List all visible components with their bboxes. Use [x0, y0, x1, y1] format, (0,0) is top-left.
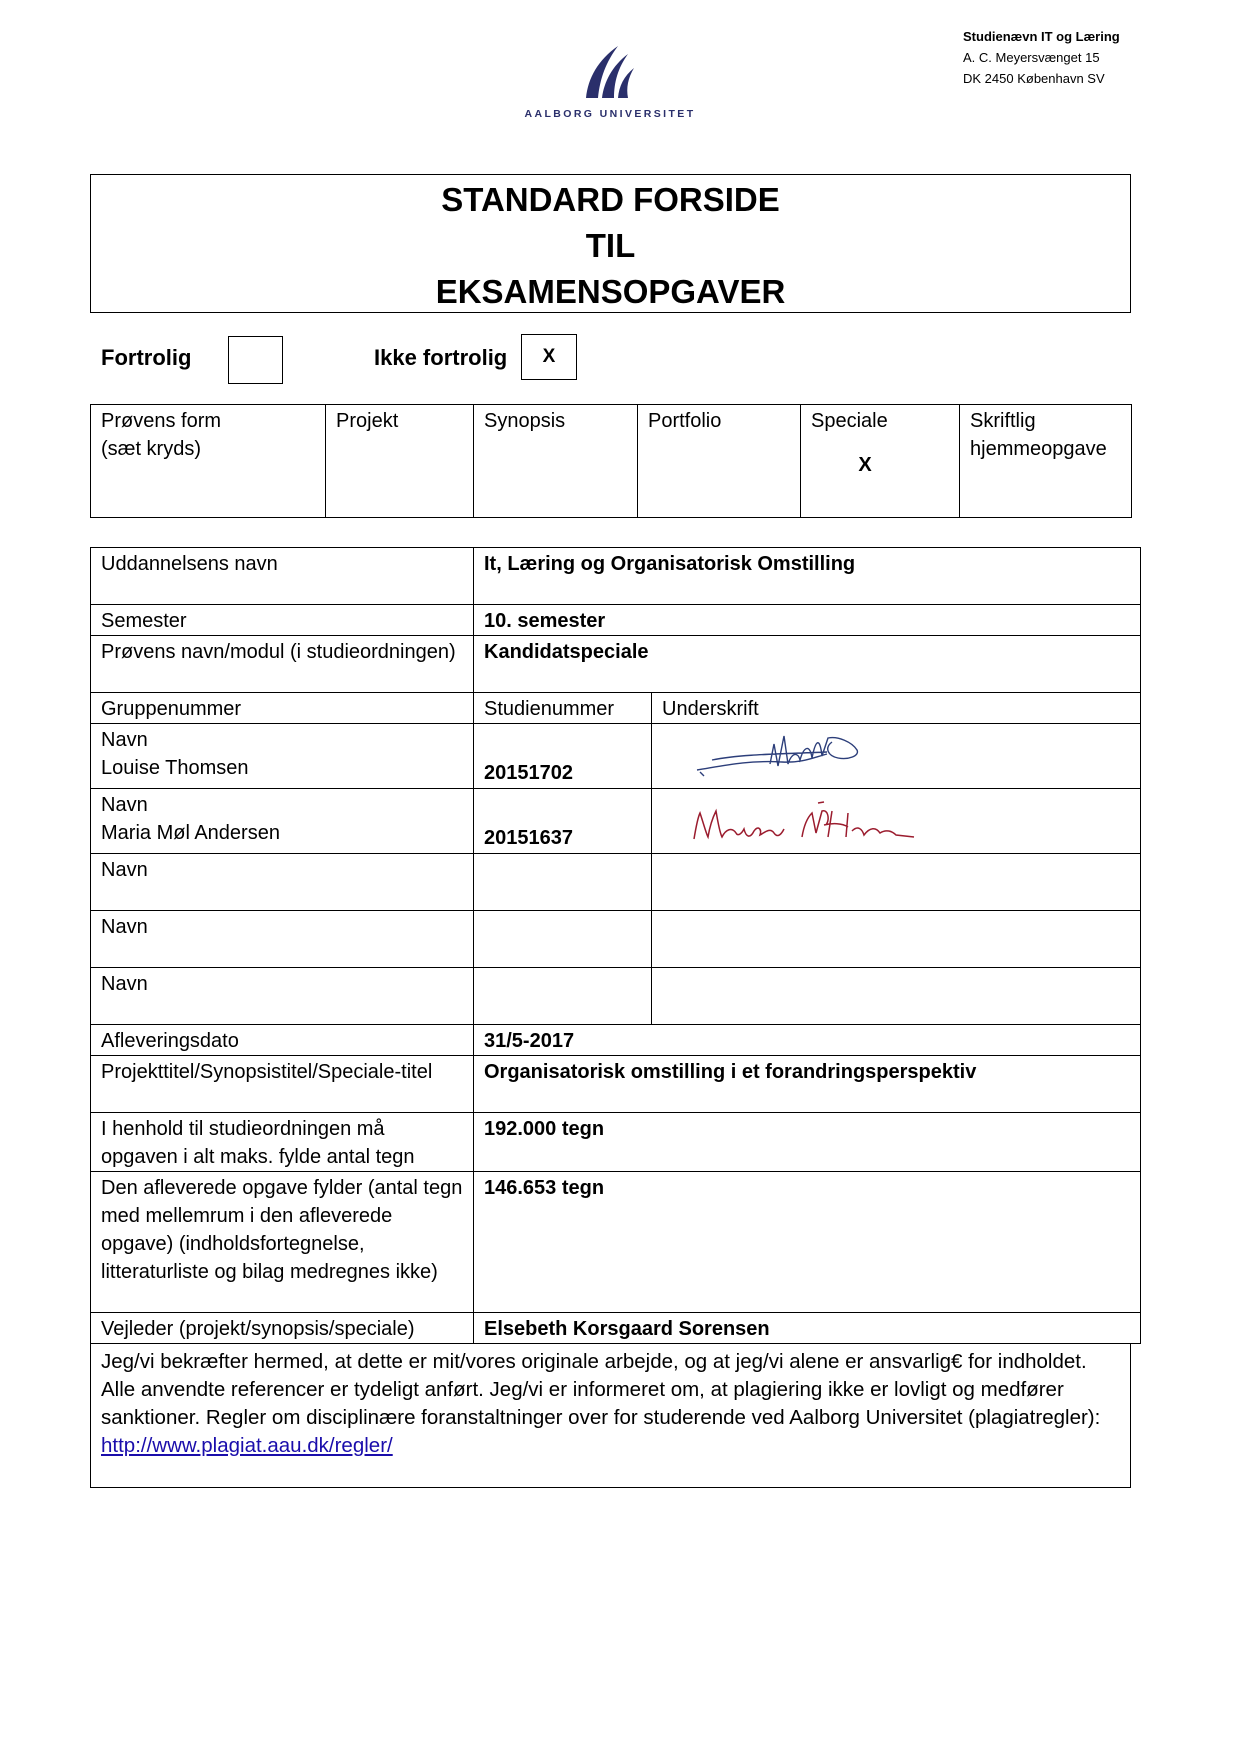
address-line-2: A. C. Meyersvænget 15 — [963, 50, 1100, 65]
exam-form-label-cell — [91, 405, 326, 518]
name-label: Navn — [91, 911, 474, 968]
empty-cell — [474, 911, 652, 968]
module-label: Prøvens navn/modul (i studieordningen) — [91, 636, 474, 693]
exam-form-option-skriftlig[interactable] — [960, 405, 1132, 518]
education-value: It, Læring og Organisatorisk Omstilling — [474, 548, 1141, 605]
table-row — [91, 1113, 1141, 1172]
table-row — [91, 911, 1141, 968]
not-confidential-label: Ikke fortrolig — [374, 345, 508, 370]
name-label: Navn — [91, 968, 474, 1025]
table-row — [91, 693, 1141, 724]
university-logo — [520, 42, 700, 132]
table-row — [91, 1056, 1141, 1113]
project-title-label: Projekttitel/Synopsistitel/Speciale-titel — [91, 1056, 474, 1113]
student-name: Louise Thomsen — [101, 757, 249, 779]
signature-cell — [652, 789, 1141, 854]
table-row — [91, 605, 1141, 636]
project-title-value: Organisatorisk omstilling i et forandringsperspektiv — [474, 1056, 1141, 1113]
logo-emblem-icon — [584, 42, 636, 100]
address-line-1: Studienævn IT og Læring — [963, 29, 1120, 44]
actual-characters-label: Den afleverede opgave fylder (antal tegn med mellemrum i den afleverede opgave) (indholdsfortegnelse, litteraturliste og bilag medregnes ikke) — [91, 1172, 474, 1313]
supervisor-value: Elsebeth Korsgaard Sorensen — [474, 1313, 1141, 1344]
student-number-header: Studienummer — [474, 693, 652, 724]
declaration-box — [90, 1344, 1131, 1488]
name-label: Navn — [101, 729, 148, 751]
exam-form-option-projekt[interactable] — [326, 405, 474, 518]
option-label: Portfolio — [648, 410, 722, 432]
signature-louise — [652, 724, 912, 780]
table-row — [91, 724, 1141, 789]
semester-label: Semester — [91, 605, 474, 636]
title-line-1: STANDARD FORSIDE — [441, 181, 780, 218]
title-box — [90, 174, 1131, 313]
declaration-text: Jeg/vi bekræfter hermed, at dette er mit/vores originale arbejde, og at jeg/vi alene er ansvarlig€ for indholdet. Alle anvendte referencer er tydeligt anført. Jeg/vi er informeret om, at plagiering ikke er lovligt og medfører sanktioner. Regler om disciplinære foranstaltninger over for studerende ved Aalborg Universitet (plagiatregler): — [101, 1350, 1101, 1429]
exam-form-option-speciale[interactable] — [801, 405, 960, 518]
signature-cell — [652, 724, 1141, 789]
student-number: 20151637 — [474, 789, 652, 854]
option-label: Projekt — [336, 410, 399, 432]
education-label: Uddannelsens navn — [91, 548, 474, 605]
exam-form-option-synopsis[interactable] — [474, 405, 638, 518]
max-characters-value: 192.000 tegn — [474, 1113, 1141, 1172]
not-confidential-checkbox[interactable]: X — [521, 334, 577, 380]
option-mark: X — [858, 454, 872, 476]
exam-form-option-portfolio[interactable] — [638, 405, 801, 518]
table-row — [91, 636, 1141, 693]
plagiarism-rules-link[interactable]: http://www.plagiat.aau.dk/regler/ — [101, 1434, 393, 1457]
empty-cell — [652, 911, 1141, 968]
option-label: Speciale — [811, 410, 888, 432]
title-line-3: EKSAMENSOPGAVER — [435, 273, 786, 310]
semester-value: 10. semester — [474, 605, 1141, 636]
exam-form-table — [90, 404, 1132, 518]
supervisor-label: Vejleder (projekt/synopsis/speciale) — [91, 1313, 474, 1344]
group-number-label: Gruppenummer — [91, 693, 474, 724]
address-block — [963, 26, 1120, 89]
option-label: Synopsis — [484, 410, 566, 432]
signature-maria — [652, 789, 942, 845]
table-row — [91, 854, 1141, 911]
empty-cell — [652, 854, 1141, 911]
date-label: Afleveringsdato — [91, 1025, 474, 1056]
exam-form-label: Prøvens form — [101, 410, 222, 432]
student-number: 20151702 — [474, 724, 652, 789]
actual-characters-value: 146.653 tegn — [474, 1172, 1141, 1313]
empty-cell — [474, 968, 652, 1025]
signature-header: Underskrift — [652, 693, 1141, 724]
confidential-checkbox[interactable] — [228, 336, 283, 384]
table-row — [91, 548, 1141, 605]
exam-form-hint: (sæt kryds) — [101, 438, 201, 460]
table-row — [91, 1025, 1141, 1056]
date-value: 31/5-2017 — [474, 1025, 1141, 1056]
option-label: Skriftlig hjemmeopgave — [970, 410, 1107, 460]
logo-text: AALBORG UNIVERSITET — [524, 108, 696, 120]
title-line-2: TIL — [585, 227, 636, 264]
max-characters-label: I henhold til studieordningen må opgaven i alt maks. fylde antal tegn — [91, 1113, 474, 1172]
student-name: Maria Møl Andersen — [101, 822, 280, 844]
empty-cell — [474, 854, 652, 911]
empty-cell — [652, 968, 1141, 1025]
confidential-label: Fortrolig — [101, 345, 192, 370]
table-row — [91, 1313, 1141, 1344]
table-row — [91, 789, 1141, 854]
details-table — [90, 547, 1141, 1344]
table-row — [91, 968, 1141, 1025]
name-label: Navn — [91, 854, 474, 911]
name-label: Navn — [101, 794, 148, 816]
module-value: Kandidatspeciale — [474, 636, 1141, 693]
address-line-3: DK 2450 København SV — [963, 71, 1105, 86]
table-row — [91, 1172, 1141, 1313]
